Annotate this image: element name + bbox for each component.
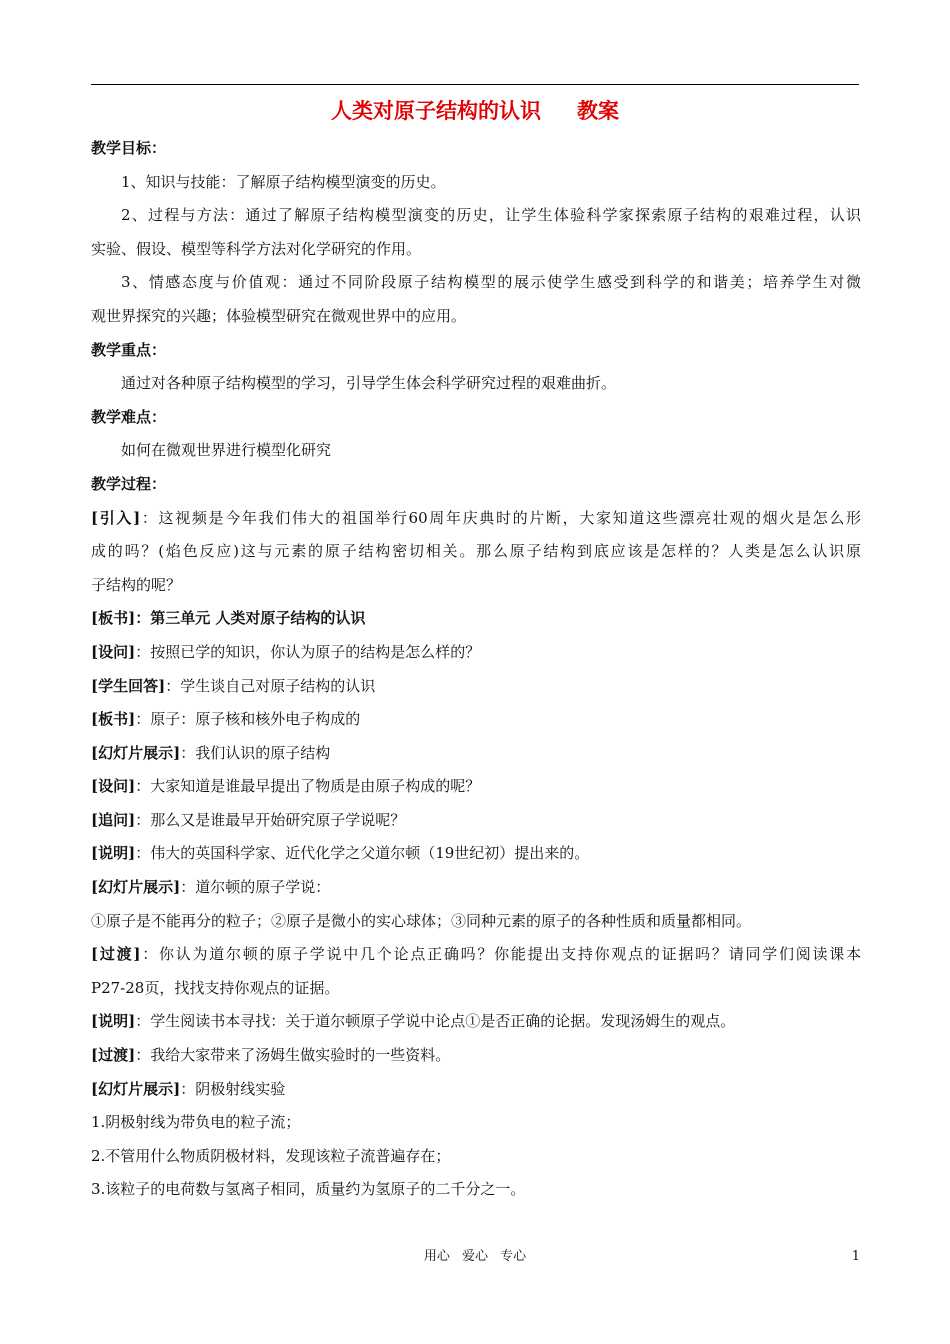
slide-2	[91, 871, 861, 905]
board-2	[91, 703, 861, 737]
cathode-point-1: 1.阴极射线为带负电的粒子流；	[91, 1113, 301, 1132]
transition-1-text: ：你认为道尔顿的原子学说中几个论点正确吗？你能提出支持你观点的证据吗？请同学们阅读课本	[140, 945, 861, 964]
slide-3	[91, 1073, 861, 1107]
slide-1-tag: [幻灯片展示]	[91, 743, 181, 762]
process-heading: 教学过程：	[91, 474, 167, 493]
objective-3-line-2: 观世界探究的兴趣；体验模型研究在微观世界中的应用。	[91, 306, 467, 325]
student-answer	[91, 670, 861, 704]
explanation-2-tag: [说明]	[91, 1012, 136, 1031]
transition-2	[91, 1039, 861, 1073]
slide-3-text: ：阴极射线实验	[180, 1079, 286, 1098]
title-main: 人类对原子结构的认识	[331, 98, 541, 123]
objective-2-line-1: 2、过程与方法：通过了解原子结构模型演变的历史，让学生体验科学家探索原子结构的艰难过程，认识	[121, 206, 861, 225]
intro-tag: [引入]	[91, 508, 141, 527]
intro-line-2: 成的吗？(焰色反应)这与元素的原子结构密切相关。那么原子结构到底应该是怎样的？人类是怎么认识原	[91, 542, 861, 561]
key-points-text: 通过对各种原子结构模型的学习，引导学生体会科学研究过程的艰难曲折。	[121, 374, 617, 393]
difficulty-heading: 教学难点：	[91, 407, 167, 426]
explanation-2	[91, 1005, 861, 1039]
follow-up-text: ：那么又是谁最早开始研究原子学说呢？	[135, 810, 406, 829]
follow-up-tag: [追问]	[91, 810, 136, 829]
key-points-heading: 教学重点：	[91, 340, 167, 359]
intro-text-1: ：这视频是今年我们伟大的祖国举行60周年庆典时的片断，大家知道这些漂亮壮观的烟火是怎么形	[140, 508, 861, 527]
student-answer-text: ：学生谈自己对原子结构的认识	[165, 676, 376, 695]
question-2-text: ：大家知道是谁最早提出了物质是由原子构成的呢？	[135, 777, 481, 796]
question-1-text: ：按照已学的知识，你认为原子的结构是怎么样的？	[135, 642, 481, 661]
page-number: 1	[851, 1249, 860, 1264]
slide-2-text: ：道尔顿的原子学说：	[180, 878, 331, 897]
transition-2-tag: [过渡]	[91, 1046, 136, 1065]
intro-line-1	[91, 502, 861, 536]
slide-2-tag: [幻灯片展示]	[91, 878, 181, 897]
slide-1-text: ：我们认识的原子结构	[180, 743, 331, 762]
objectives-heading: 教学目标：	[91, 139, 167, 157]
explanation-1	[91, 837, 861, 871]
board-2-text: ：原子：原子核和核外电子构成的	[135, 710, 361, 729]
board-2-tag: [板书]	[91, 710, 136, 729]
question-2-tag: [设问]	[91, 777, 136, 796]
objective-1: 1、知识与技能：了解原子结构模型演变的历史。	[121, 172, 446, 191]
student-answer-tag: [学生回答]	[91, 676, 166, 695]
explanation-1-text: ：伟大的英国科学家、近代化学之父道尔顿（19世纪初）提出来的。	[135, 844, 590, 863]
objective-2-line-2: 实验、假设、模型等科学方法对化学研究的作用。	[91, 239, 422, 258]
difficulty-text: 如何在微观世界进行模型化研究	[121, 441, 332, 460]
title-suffix: 教案	[577, 98, 619, 123]
transition-1-line-1	[91, 938, 861, 972]
document-title	[91, 96, 859, 126]
transition-1-line-2: P27-28页，找找支持你观点的证据。	[91, 978, 340, 997]
question-2	[91, 770, 861, 804]
explanation-2-text: ：学生阅读书本寻找：关于道尔顿原子学说中论点①是否正确的论据。发现汤姆生的观点。	[135, 1012, 736, 1031]
transition-2-text: ：我给大家带来了汤姆生做实验时的一些资料。	[135, 1046, 451, 1065]
intro-line-3: 子结构的呢？	[91, 575, 182, 594]
objective-3-line-1: 3、情感态度与价值观：通过不同阶段原子结构模型的展示使学生感受到科学的和谐美；培养学生对微	[121, 273, 861, 292]
page-footer	[0, 1246, 950, 1268]
board-heading-1: [板书]：第三单元 人类对原子结构的认识	[91, 609, 366, 628]
header-rule	[91, 84, 859, 85]
cathode-point-2: 2.不管用什么物质阴极材料，发现该粒子流普遍存在；	[91, 1146, 451, 1165]
question-1-tag: [设问]	[91, 642, 136, 661]
question-1	[91, 636, 861, 670]
transition-1-tag: [过渡]	[91, 945, 141, 964]
cathode-point-3: 3.该粒子的电荷数与氢离子相同，质量约为氢原子的二千分之一。	[91, 1180, 526, 1199]
slide-1	[91, 737, 861, 771]
document-body	[91, 132, 861, 1207]
slide-3-tag: [幻灯片展示]	[91, 1079, 181, 1098]
explanation-1-tag: [说明]	[91, 844, 136, 863]
dalton-points: ①原子是不能再分的粒子；②原子是微小的实心球体；③同种元素的原子的各种性质和质量都相同。	[91, 911, 752, 930]
follow-up-question	[91, 804, 861, 838]
footer-motto: 用心 爱心 专心	[423, 1249, 527, 1264]
